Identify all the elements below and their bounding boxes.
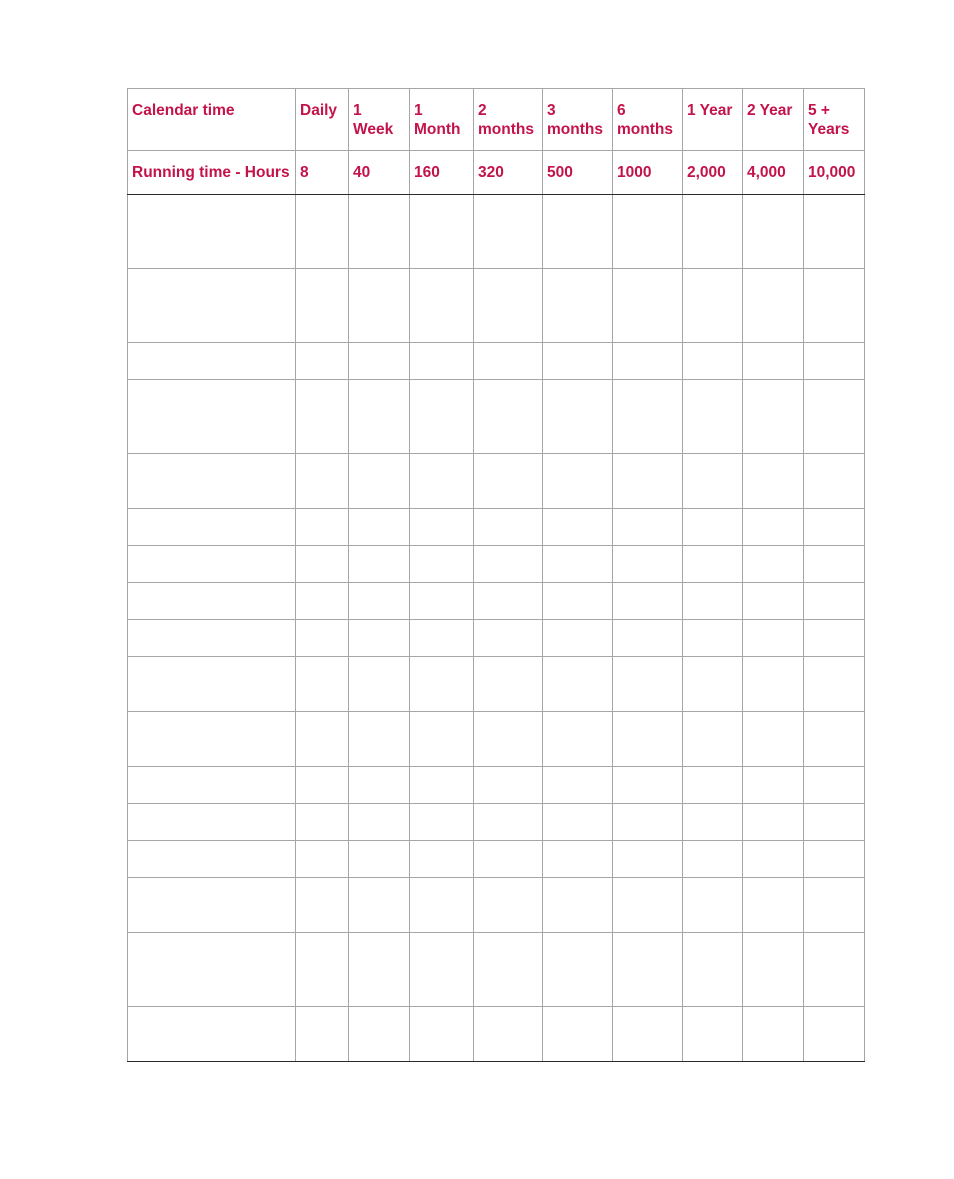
hours-daily: 8 — [296, 151, 349, 195]
table-cell — [543, 841, 613, 878]
table-cell — [349, 767, 410, 804]
table-cell — [613, 878, 683, 933]
table-cell — [349, 454, 410, 509]
table-cell — [743, 1007, 804, 1062]
table-cell — [474, 509, 543, 546]
table-cell — [804, 546, 865, 583]
table-cell — [743, 767, 804, 804]
table-cell — [410, 712, 474, 767]
table-cell — [683, 583, 743, 620]
table-cell — [128, 583, 296, 620]
table-cell — [349, 1007, 410, 1062]
table-cell — [349, 509, 410, 546]
table-cell — [804, 195, 865, 269]
table-cell — [613, 583, 683, 620]
table-cell — [804, 841, 865, 878]
calendar-col-5-plus-years: 5 + Years — [804, 89, 865, 151]
table-cell — [613, 380, 683, 454]
table-cell — [349, 933, 410, 1007]
table-cell — [296, 657, 349, 712]
table-row — [128, 380, 865, 454]
table-cell — [804, 767, 865, 804]
table-cell — [613, 343, 683, 380]
table-row — [128, 343, 865, 380]
table-cell — [128, 343, 296, 380]
table-cell — [683, 804, 743, 841]
table-cell — [410, 195, 474, 269]
table-cell — [543, 269, 613, 343]
table-cell — [683, 454, 743, 509]
table-cell — [804, 804, 865, 841]
table-cell — [474, 933, 543, 1007]
table-cell — [474, 454, 543, 509]
table-cell — [543, 933, 613, 1007]
table-cell — [474, 269, 543, 343]
hours-5-plus-years: 10,000 — [804, 151, 865, 195]
table-cell — [410, 767, 474, 804]
table-cell — [543, 380, 613, 454]
maintenance-schedule-table — [127, 88, 865, 1062]
table-row — [128, 933, 865, 1007]
table-cell — [804, 712, 865, 767]
table-cell — [296, 380, 349, 454]
table-cell — [410, 583, 474, 620]
table-cell — [410, 620, 474, 657]
table-cell — [296, 712, 349, 767]
calendar-time-label: Calendar time — [128, 89, 296, 151]
table-cell — [128, 454, 296, 509]
table-cell — [804, 380, 865, 454]
table-cell — [743, 454, 804, 509]
table-row — [128, 195, 865, 269]
table-row — [128, 1007, 865, 1062]
table-cell — [613, 657, 683, 712]
calendar-col-3-months: 3 months — [543, 89, 613, 151]
table-cell — [410, 657, 474, 712]
table-row — [128, 546, 865, 583]
table-row — [128, 509, 865, 546]
table-row — [128, 454, 865, 509]
table-cell — [743, 933, 804, 1007]
table-cell — [128, 620, 296, 657]
calendar-col-6-months: 6 months — [613, 89, 683, 151]
table-cell — [296, 933, 349, 1007]
table-cell — [349, 712, 410, 767]
table-cell — [804, 509, 865, 546]
calendar-col-1-year: 1 Year — [683, 89, 743, 151]
table-cell — [474, 712, 543, 767]
table-cell — [410, 1007, 474, 1062]
table-row — [128, 712, 865, 767]
table-cell — [613, 620, 683, 657]
table-cell — [743, 343, 804, 380]
table-row — [128, 804, 865, 841]
table-cell — [410, 546, 474, 583]
table-cell — [683, 620, 743, 657]
table-cell — [683, 878, 743, 933]
table-cell — [543, 657, 613, 712]
table-row — [128, 841, 865, 878]
table-cell — [543, 343, 613, 380]
table-cell — [683, 195, 743, 269]
hours-2-months: 320 — [474, 151, 543, 195]
running-time-label: Running time - Hours — [128, 151, 296, 195]
table-cell — [349, 620, 410, 657]
table-cell — [296, 546, 349, 583]
table-cell — [743, 269, 804, 343]
table-cell — [613, 454, 683, 509]
table-cell — [349, 583, 410, 620]
table-cell — [613, 269, 683, 343]
table-cell — [128, 841, 296, 878]
table-cell — [804, 657, 865, 712]
table-cell — [543, 454, 613, 509]
table-cell — [543, 509, 613, 546]
running-time-hours-row — [128, 151, 865, 195]
table-cell — [474, 804, 543, 841]
table-cell — [128, 195, 296, 269]
table-cell — [349, 657, 410, 712]
table-cell — [543, 583, 613, 620]
table-cell — [613, 546, 683, 583]
table-cell — [410, 509, 474, 546]
table-cell — [128, 933, 296, 1007]
table-cell — [743, 878, 804, 933]
table-cell — [683, 380, 743, 454]
table-cell — [296, 620, 349, 657]
table-cell — [613, 1007, 683, 1062]
table-cell — [349, 878, 410, 933]
table-cell — [743, 380, 804, 454]
table-cell — [474, 841, 543, 878]
table-cell — [349, 841, 410, 878]
table-cell — [296, 583, 349, 620]
table-cell — [804, 583, 865, 620]
table-cell — [743, 841, 804, 878]
table-row — [128, 620, 865, 657]
table-cell — [410, 841, 474, 878]
table-cell — [349, 380, 410, 454]
table-row — [128, 583, 865, 620]
table-cell — [410, 454, 474, 509]
table-row — [128, 657, 865, 712]
table-cell — [349, 804, 410, 841]
table-cell — [296, 1007, 349, 1062]
table-cell — [743, 804, 804, 841]
table-cell — [743, 546, 804, 583]
table-cell — [613, 933, 683, 1007]
table-row — [128, 878, 865, 933]
empty-rows-body — [128, 195, 865, 1062]
hours-1-year: 2,000 — [683, 151, 743, 195]
hours-3-months: 500 — [543, 151, 613, 195]
table-cell — [683, 841, 743, 878]
table-cell — [683, 933, 743, 1007]
table-cell — [543, 804, 613, 841]
table-cell — [128, 767, 296, 804]
table-cell — [410, 933, 474, 1007]
table-cell — [683, 767, 743, 804]
table-cell — [613, 509, 683, 546]
table-cell — [128, 546, 296, 583]
table-cell — [474, 620, 543, 657]
table-cell — [743, 712, 804, 767]
table-cell — [410, 343, 474, 380]
table-cell — [743, 583, 804, 620]
table-cell — [683, 1007, 743, 1062]
table-cell — [743, 620, 804, 657]
table-cell — [804, 454, 865, 509]
table-cell — [683, 657, 743, 712]
hours-6-months: 1000 — [613, 151, 683, 195]
table-cell — [474, 195, 543, 269]
table-cell — [410, 269, 474, 343]
table-cell — [543, 195, 613, 269]
table-cell — [296, 767, 349, 804]
table-cell — [613, 804, 683, 841]
table-cell — [683, 509, 743, 546]
hours-1-week: 40 — [349, 151, 410, 195]
table-cell — [804, 933, 865, 1007]
table-cell — [613, 841, 683, 878]
table-cell — [128, 712, 296, 767]
table-cell — [128, 380, 296, 454]
table-cell — [743, 509, 804, 546]
table-cell — [410, 380, 474, 454]
table-cell — [128, 804, 296, 841]
table-cell — [296, 343, 349, 380]
table-cell — [683, 712, 743, 767]
table-cell — [296, 454, 349, 509]
table-cell — [296, 804, 349, 841]
table-cell — [683, 546, 743, 583]
table-cell — [296, 841, 349, 878]
table-cell — [474, 878, 543, 933]
table-cell — [296, 195, 349, 269]
calendar-col-2-months: 2 months — [474, 89, 543, 151]
table-cell — [613, 712, 683, 767]
table-cell — [296, 878, 349, 933]
table-cell — [349, 195, 410, 269]
table-cell — [804, 878, 865, 933]
table-cell — [804, 1007, 865, 1062]
table-cell — [474, 546, 543, 583]
table-cell — [410, 878, 474, 933]
table-cell — [474, 657, 543, 712]
table-cell — [296, 269, 349, 343]
table-cell — [613, 767, 683, 804]
calendar-col-1-week: 1 Week — [349, 89, 410, 151]
table-cell — [804, 269, 865, 343]
table-cell — [613, 195, 683, 269]
calendar-time-row — [128, 89, 865, 151]
table-cell — [543, 1007, 613, 1062]
table-row — [128, 767, 865, 804]
table-cell — [743, 195, 804, 269]
table-cell — [349, 546, 410, 583]
table-cell — [128, 269, 296, 343]
table-cell — [474, 767, 543, 804]
table-cell — [543, 546, 613, 583]
table-cell — [474, 343, 543, 380]
hours-2-year: 4,000 — [743, 151, 804, 195]
calendar-col-1-month: 1 Month — [410, 89, 474, 151]
table-cell — [128, 1007, 296, 1062]
table-cell — [474, 380, 543, 454]
table-cell — [804, 343, 865, 380]
table-cell — [296, 509, 349, 546]
table-row — [128, 269, 865, 343]
table-cell — [128, 878, 296, 933]
table-cell — [543, 620, 613, 657]
table-cell — [543, 767, 613, 804]
table-cell — [128, 657, 296, 712]
table-cell — [474, 1007, 543, 1062]
table-cell — [543, 712, 613, 767]
calendar-col-2-year: 2 Year — [743, 89, 804, 151]
table-cell — [804, 620, 865, 657]
table-cell — [474, 583, 543, 620]
table-cell — [349, 343, 410, 380]
table-cell — [743, 657, 804, 712]
table-cell — [683, 269, 743, 343]
table-cell — [410, 804, 474, 841]
calendar-col-daily: Daily — [296, 89, 349, 151]
table-cell — [128, 509, 296, 546]
hours-1-month: 160 — [410, 151, 474, 195]
table-cell — [683, 343, 743, 380]
table-cell — [349, 269, 410, 343]
table-cell — [543, 878, 613, 933]
